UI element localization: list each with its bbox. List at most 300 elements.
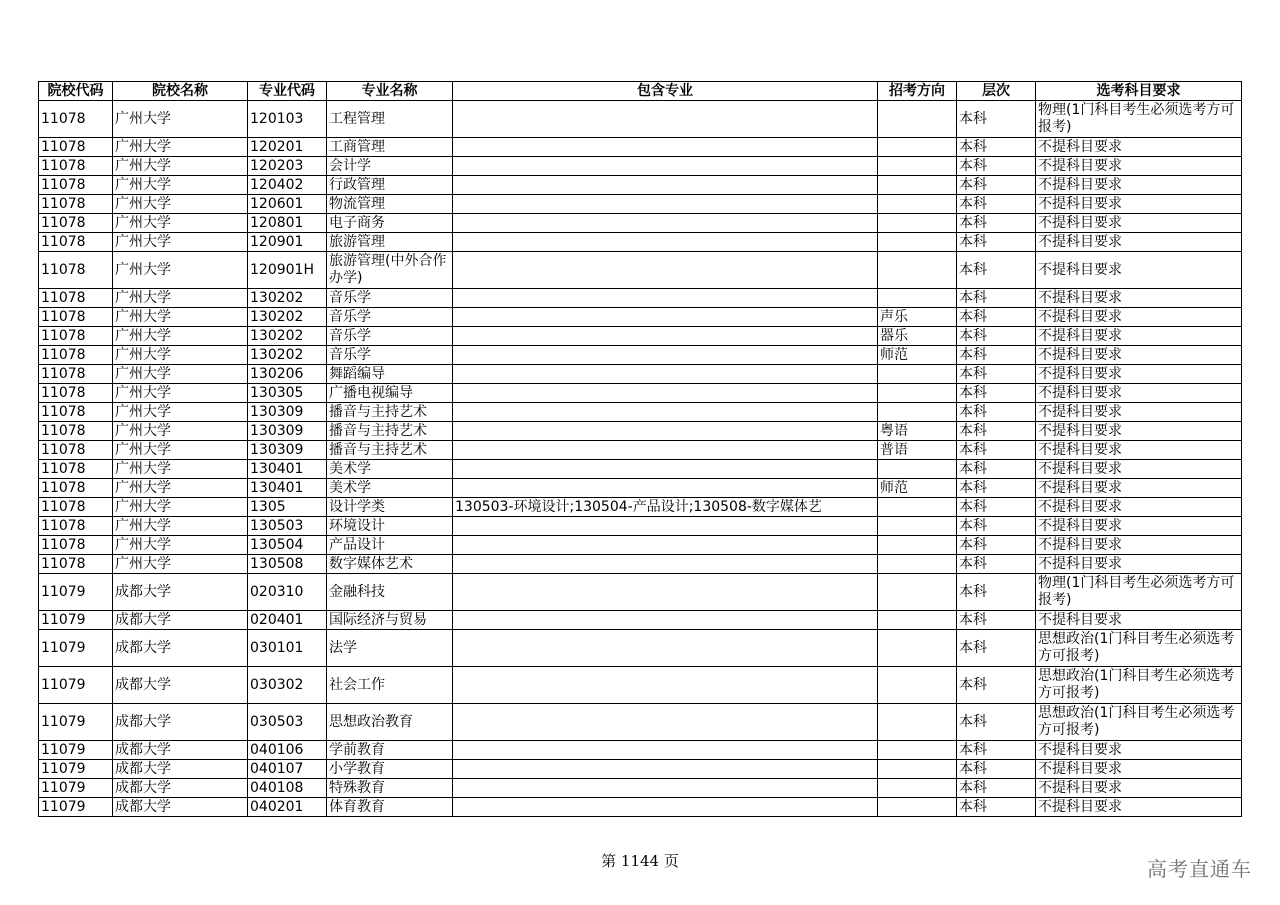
cell-level: 本科 (957, 498, 1036, 517)
cell-level: 本科 (957, 555, 1036, 574)
cell-school-name: 广州大学 (113, 157, 248, 176)
cell-school-code: 11078 (39, 422, 113, 441)
cell-included-majors: 130503-环境设计;130504-产品设计;130508-数字媒体艺 (453, 498, 878, 517)
cell-school-code: 11079 (39, 574, 113, 611)
cell-school-name: 成都大学 (113, 779, 248, 798)
cell-included-majors (453, 536, 878, 555)
cell-level: 本科 (957, 176, 1036, 195)
cell-major-name: 行政管理 (327, 176, 453, 195)
cell-major-code: 040107 (248, 760, 327, 779)
cell-level: 本科 (957, 403, 1036, 422)
cell-school-name: 成都大学 (113, 798, 248, 817)
cell-school-code: 11078 (39, 536, 113, 555)
table-row (39, 214, 1242, 233)
cell-level: 本科 (957, 779, 1036, 798)
cell-major-code: 020401 (248, 611, 327, 630)
cell-level: 本科 (957, 308, 1036, 327)
cell-direction (878, 384, 957, 403)
cell-level: 本科 (957, 157, 1036, 176)
cell-included-majors (453, 403, 878, 422)
cell-direction (878, 741, 957, 760)
table-row (39, 327, 1242, 346)
cell-level: 本科 (957, 667, 1036, 704)
table-body (39, 101, 1242, 817)
cell-school-code: 11078 (39, 403, 113, 422)
cell-level: 本科 (957, 365, 1036, 384)
cell-included-majors (453, 517, 878, 536)
cell-subject-requirement: 不提科目要求 (1036, 536, 1242, 555)
cell-school-name: 广州大学 (113, 555, 248, 574)
cell-school-name: 广州大学 (113, 176, 248, 195)
cell-included-majors (453, 384, 878, 403)
cell-major-name: 工商管理 (327, 138, 453, 157)
cell-school-name: 广州大学 (113, 214, 248, 233)
cell-included-majors (453, 798, 878, 817)
cell-major-code: 130202 (248, 289, 327, 308)
cell-major-code: 130202 (248, 308, 327, 327)
cell-major-name: 会计学 (327, 157, 453, 176)
table-row (39, 630, 1242, 667)
table-row (39, 798, 1242, 817)
cell-subject-requirement: 不提科目要求 (1036, 555, 1242, 574)
cell-major-code: 040106 (248, 741, 327, 760)
cell-school-code: 11079 (39, 741, 113, 760)
cell-school-name: 成都大学 (113, 611, 248, 630)
cell-major-name: 金融科技 (327, 574, 453, 611)
cell-major-name: 设计学类 (327, 498, 453, 517)
cell-direction (878, 460, 957, 479)
cell-level: 本科 (957, 327, 1036, 346)
cell-school-code: 11078 (39, 289, 113, 308)
cell-major-name: 思想政治教育 (327, 704, 453, 741)
cell-subject-requirement: 物理(1门科目考生必须选考方可报考) (1036, 574, 1242, 611)
cell-school-code: 11078 (39, 346, 113, 365)
cell-included-majors (453, 214, 878, 233)
cell-direction (878, 798, 957, 817)
cell-school-code: 11078 (39, 214, 113, 233)
cell-major-name: 旅游管理(中外合作办学) (327, 252, 453, 289)
cell-school-code: 11078 (39, 195, 113, 214)
table-row (39, 517, 1242, 536)
cell-school-code: 11078 (39, 479, 113, 498)
cell-major-code: 130503 (248, 517, 327, 536)
cell-major-name: 特殊教育 (327, 779, 453, 798)
cell-subject-requirement: 物理(1门科目考生必须选考方可报考) (1036, 101, 1242, 138)
cell-major-name: 广播电视编导 (327, 384, 453, 403)
cell-major-code: 1305 (248, 498, 327, 517)
cell-school-code: 11078 (39, 327, 113, 346)
cell-school-code: 11079 (39, 704, 113, 741)
cell-level: 本科 (957, 138, 1036, 157)
cell-major-code: 120601 (248, 195, 327, 214)
cell-level: 本科 (957, 441, 1036, 460)
cell-subject-requirement: 不提科目要求 (1036, 252, 1242, 289)
cell-direction (878, 101, 957, 138)
cell-level: 本科 (957, 798, 1036, 817)
cell-major-name: 法学 (327, 630, 453, 667)
cell-major-name: 体育教育 (327, 798, 453, 817)
cell-major-code: 120201 (248, 138, 327, 157)
cell-major-code: 030503 (248, 704, 327, 741)
cell-major-name: 学前教育 (327, 741, 453, 760)
cell-major-code: 130401 (248, 479, 327, 498)
cell-subject-requirement: 不提科目要求 (1036, 779, 1242, 798)
cell-level: 本科 (957, 289, 1036, 308)
cell-included-majors (453, 289, 878, 308)
cell-included-majors (453, 365, 878, 384)
table-row (39, 704, 1242, 741)
page-number: 第 1144 页 (601, 852, 679, 870)
cell-level: 本科 (957, 214, 1036, 233)
cell-direction (878, 630, 957, 667)
cell-direction (878, 233, 957, 252)
cell-school-name: 广州大学 (113, 195, 248, 214)
cell-subject-requirement: 不提科目要求 (1036, 798, 1242, 817)
cell-direction (878, 252, 957, 289)
cell-direction (878, 403, 957, 422)
cell-major-code: 020310 (248, 574, 327, 611)
cell-included-majors (453, 422, 878, 441)
cell-included-majors (453, 176, 878, 195)
cell-school-code: 11079 (39, 667, 113, 704)
cell-included-majors (453, 195, 878, 214)
cell-subject-requirement: 不提科目要求 (1036, 138, 1242, 157)
table-row (39, 289, 1242, 308)
cell-included-majors (453, 308, 878, 327)
cell-school-name: 广州大学 (113, 138, 248, 157)
cell-school-name: 广州大学 (113, 252, 248, 289)
cell-major-name: 舞蹈编导 (327, 365, 453, 384)
cell-school-code: 11078 (39, 384, 113, 403)
table-row (39, 574, 1242, 611)
cell-school-name: 广州大学 (113, 498, 248, 517)
cell-subject-requirement: 不提科目要求 (1036, 403, 1242, 422)
cell-included-majors (453, 157, 878, 176)
cell-direction (878, 667, 957, 704)
header-major-code: 专业代码 (248, 82, 327, 101)
cell-level: 本科 (957, 384, 1036, 403)
table-row (39, 441, 1242, 460)
cell-subject-requirement: 不提科目要求 (1036, 365, 1242, 384)
cell-direction: 器乐 (878, 327, 957, 346)
cell-school-name: 广州大学 (113, 460, 248, 479)
cell-school-code: 11078 (39, 157, 113, 176)
table-row (39, 611, 1242, 630)
cell-subject-requirement: 不提科目要求 (1036, 498, 1242, 517)
cell-school-name: 成都大学 (113, 574, 248, 611)
cell-subject-requirement: 不提科目要求 (1036, 760, 1242, 779)
cell-major-name: 播音与主持艺术 (327, 403, 453, 422)
cell-major-name: 美术学 (327, 479, 453, 498)
cell-school-name: 成都大学 (113, 630, 248, 667)
cell-included-majors (453, 611, 878, 630)
cell-major-code: 130206 (248, 365, 327, 384)
cell-level: 本科 (957, 479, 1036, 498)
cell-school-code: 11078 (39, 441, 113, 460)
header-subject-requirement: 选考科目要求 (1036, 82, 1242, 101)
table-row (39, 422, 1242, 441)
header-major-name: 专业名称 (327, 82, 453, 101)
cell-direction (878, 517, 957, 536)
cell-level: 本科 (957, 704, 1036, 741)
cell-major-name: 音乐学 (327, 327, 453, 346)
cell-included-majors (453, 346, 878, 365)
cell-major-name: 物流管理 (327, 195, 453, 214)
cell-direction (878, 289, 957, 308)
cell-major-name: 电子商务 (327, 214, 453, 233)
cell-major-code: 130305 (248, 384, 327, 403)
cell-level: 本科 (957, 252, 1036, 289)
admissions-table (38, 81, 1242, 817)
cell-subject-requirement: 不提科目要求 (1036, 157, 1242, 176)
cell-direction (878, 214, 957, 233)
cell-subject-requirement: 思想政治(1门科目考生必须选考方可报考) (1036, 704, 1242, 741)
cell-included-majors (453, 479, 878, 498)
cell-subject-requirement: 不提科目要求 (1036, 214, 1242, 233)
cell-school-name: 广州大学 (113, 441, 248, 460)
watermark: 高考直通车 (1147, 857, 1252, 881)
cell-school-name: 广州大学 (113, 308, 248, 327)
cell-school-code: 11078 (39, 308, 113, 327)
cell-school-code: 11078 (39, 233, 113, 252)
cell-direction (878, 611, 957, 630)
cell-direction: 师范 (878, 479, 957, 498)
cell-major-name: 音乐学 (327, 289, 453, 308)
cell-direction (878, 138, 957, 157)
cell-level: 本科 (957, 630, 1036, 667)
cell-school-code: 11079 (39, 779, 113, 798)
cell-school-name: 成都大学 (113, 741, 248, 760)
cell-subject-requirement: 不提科目要求 (1036, 346, 1242, 365)
table-row (39, 667, 1242, 704)
cell-included-majors (453, 779, 878, 798)
cell-level: 本科 (957, 611, 1036, 630)
cell-included-majors (453, 233, 878, 252)
cell-major-code: 030302 (248, 667, 327, 704)
cell-subject-requirement: 不提科目要求 (1036, 517, 1242, 536)
cell-major-code: 040201 (248, 798, 327, 817)
cell-subject-requirement: 不提科目要求 (1036, 176, 1242, 195)
cell-level: 本科 (957, 101, 1036, 138)
cell-major-code: 130401 (248, 460, 327, 479)
cell-school-code: 11079 (39, 611, 113, 630)
cell-school-name: 广州大学 (113, 422, 248, 441)
cell-school-name: 广州大学 (113, 536, 248, 555)
cell-direction (878, 176, 957, 195)
table-row (39, 252, 1242, 289)
cell-included-majors (453, 741, 878, 760)
cell-direction (878, 195, 957, 214)
cell-included-majors (453, 252, 878, 289)
cell-major-name: 小学教育 (327, 760, 453, 779)
cell-direction (878, 498, 957, 517)
cell-major-name: 产品设计 (327, 536, 453, 555)
cell-subject-requirement: 思想政治(1门科目考生必须选考方可报考) (1036, 667, 1242, 704)
cell-subject-requirement: 不提科目要求 (1036, 233, 1242, 252)
cell-major-name: 环境设计 (327, 517, 453, 536)
cell-school-code: 11079 (39, 798, 113, 817)
cell-major-code: 120402 (248, 176, 327, 195)
cell-major-code: 130504 (248, 536, 327, 555)
cell-direction (878, 760, 957, 779)
cell-major-code: 130202 (248, 327, 327, 346)
cell-subject-requirement: 不提科目要求 (1036, 308, 1242, 327)
cell-major-code: 130508 (248, 555, 327, 574)
cell-major-name: 社会工作 (327, 667, 453, 704)
table-row (39, 308, 1242, 327)
header-level: 层次 (957, 82, 1036, 101)
cell-direction (878, 536, 957, 555)
table-row (39, 741, 1242, 760)
cell-major-name: 工程管理 (327, 101, 453, 138)
cell-subject-requirement: 不提科目要求 (1036, 289, 1242, 308)
cell-included-majors (453, 441, 878, 460)
table-row (39, 157, 1242, 176)
cell-school-name: 广州大学 (113, 327, 248, 346)
header-row (39, 82, 1242, 101)
cell-subject-requirement: 不提科目要求 (1036, 195, 1242, 214)
cell-school-code: 11078 (39, 498, 113, 517)
cell-direction: 师范 (878, 346, 957, 365)
table-row (39, 779, 1242, 798)
table-row (39, 384, 1242, 403)
cell-major-name: 音乐学 (327, 308, 453, 327)
cell-subject-requirement: 不提科目要求 (1036, 422, 1242, 441)
cell-level: 本科 (957, 460, 1036, 479)
table-row (39, 403, 1242, 422)
table-row (39, 536, 1242, 555)
cell-included-majors (453, 101, 878, 138)
cell-included-majors (453, 760, 878, 779)
cell-school-name: 广州大学 (113, 233, 248, 252)
cell-included-majors (453, 630, 878, 667)
cell-major-name: 国际经济与贸易 (327, 611, 453, 630)
table-row (39, 460, 1242, 479)
cell-school-code: 11078 (39, 101, 113, 138)
cell-major-name: 美术学 (327, 460, 453, 479)
cell-subject-requirement: 不提科目要求 (1036, 479, 1242, 498)
cell-school-name: 广州大学 (113, 403, 248, 422)
cell-subject-requirement: 不提科目要求 (1036, 384, 1242, 403)
cell-included-majors (453, 555, 878, 574)
cell-major-code: 130309 (248, 403, 327, 422)
cell-subject-requirement: 不提科目要求 (1036, 741, 1242, 760)
cell-school-name: 广州大学 (113, 101, 248, 138)
cell-school-name: 广州大学 (113, 384, 248, 403)
cell-major-name: 播音与主持艺术 (327, 441, 453, 460)
cell-major-code: 040108 (248, 779, 327, 798)
cell-school-code: 11078 (39, 365, 113, 384)
header-school-code: 院校代码 (39, 82, 113, 101)
table-row (39, 176, 1242, 195)
cell-subject-requirement: 不提科目要求 (1036, 460, 1242, 479)
cell-level: 本科 (957, 233, 1036, 252)
cell-school-name: 广州大学 (113, 365, 248, 384)
cell-school-code: 11078 (39, 555, 113, 574)
cell-major-code: 120103 (248, 101, 327, 138)
cell-school-name: 成都大学 (113, 760, 248, 779)
cell-subject-requirement: 不提科目要求 (1036, 441, 1242, 460)
cell-level: 本科 (957, 346, 1036, 365)
table-row (39, 346, 1242, 365)
cell-major-name: 播音与主持艺术 (327, 422, 453, 441)
cell-major-code: 120901H (248, 252, 327, 289)
table-row (39, 138, 1242, 157)
table-row (39, 195, 1242, 214)
table-row (39, 760, 1242, 779)
cell-major-code: 130309 (248, 422, 327, 441)
cell-included-majors (453, 138, 878, 157)
cell-included-majors (453, 667, 878, 704)
cell-school-name: 成都大学 (113, 704, 248, 741)
cell-major-name: 旅游管理 (327, 233, 453, 252)
table-row (39, 101, 1242, 138)
table-row (39, 498, 1242, 517)
cell-level: 本科 (957, 517, 1036, 536)
cell-subject-requirement: 思想政治(1门科目考生必须选考方可报考) (1036, 630, 1242, 667)
cell-level: 本科 (957, 741, 1036, 760)
cell-direction (878, 704, 957, 741)
header-included-majors: 包含专业 (453, 82, 878, 101)
cell-direction (878, 365, 957, 384)
header-direction: 招考方向 (878, 82, 957, 101)
cell-direction (878, 779, 957, 798)
cell-major-code: 030101 (248, 630, 327, 667)
cell-school-code: 11079 (39, 760, 113, 779)
cell-level: 本科 (957, 574, 1036, 611)
cell-school-code: 11078 (39, 517, 113, 536)
table-row (39, 479, 1242, 498)
cell-major-name: 数字媒体艺术 (327, 555, 453, 574)
cell-major-code: 120203 (248, 157, 327, 176)
cell-major-code: 120901 (248, 233, 327, 252)
cell-level: 本科 (957, 195, 1036, 214)
table-row (39, 365, 1242, 384)
cell-school-name: 广州大学 (113, 479, 248, 498)
cell-school-code: 11078 (39, 460, 113, 479)
cell-school-name: 成都大学 (113, 667, 248, 704)
cell-level: 本科 (957, 760, 1036, 779)
cell-major-name: 音乐学 (327, 346, 453, 365)
cell-included-majors (453, 460, 878, 479)
cell-school-name: 广州大学 (113, 346, 248, 365)
header-school-name: 院校名称 (113, 82, 248, 101)
cell-direction (878, 157, 957, 176)
cell-subject-requirement: 不提科目要求 (1036, 611, 1242, 630)
cell-major-code: 130309 (248, 441, 327, 460)
cell-subject-requirement: 不提科目要求 (1036, 327, 1242, 346)
cell-direction (878, 555, 957, 574)
cell-school-code: 11078 (39, 138, 113, 157)
cell-school-name: 广州大学 (113, 517, 248, 536)
cell-included-majors (453, 704, 878, 741)
cell-direction: 粤语 (878, 422, 957, 441)
cell-direction: 普语 (878, 441, 957, 460)
cell-major-code: 120801 (248, 214, 327, 233)
cell-school-code: 11079 (39, 630, 113, 667)
cell-direction: 声乐 (878, 308, 957, 327)
cell-school-code: 11078 (39, 176, 113, 195)
cell-included-majors (453, 327, 878, 346)
table-row (39, 233, 1242, 252)
cell-direction (878, 574, 957, 611)
cell-included-majors (453, 574, 878, 611)
cell-level: 本科 (957, 536, 1036, 555)
cell-school-name: 广州大学 (113, 289, 248, 308)
cell-school-code: 11078 (39, 252, 113, 289)
cell-major-code: 130202 (248, 346, 327, 365)
table-row (39, 555, 1242, 574)
